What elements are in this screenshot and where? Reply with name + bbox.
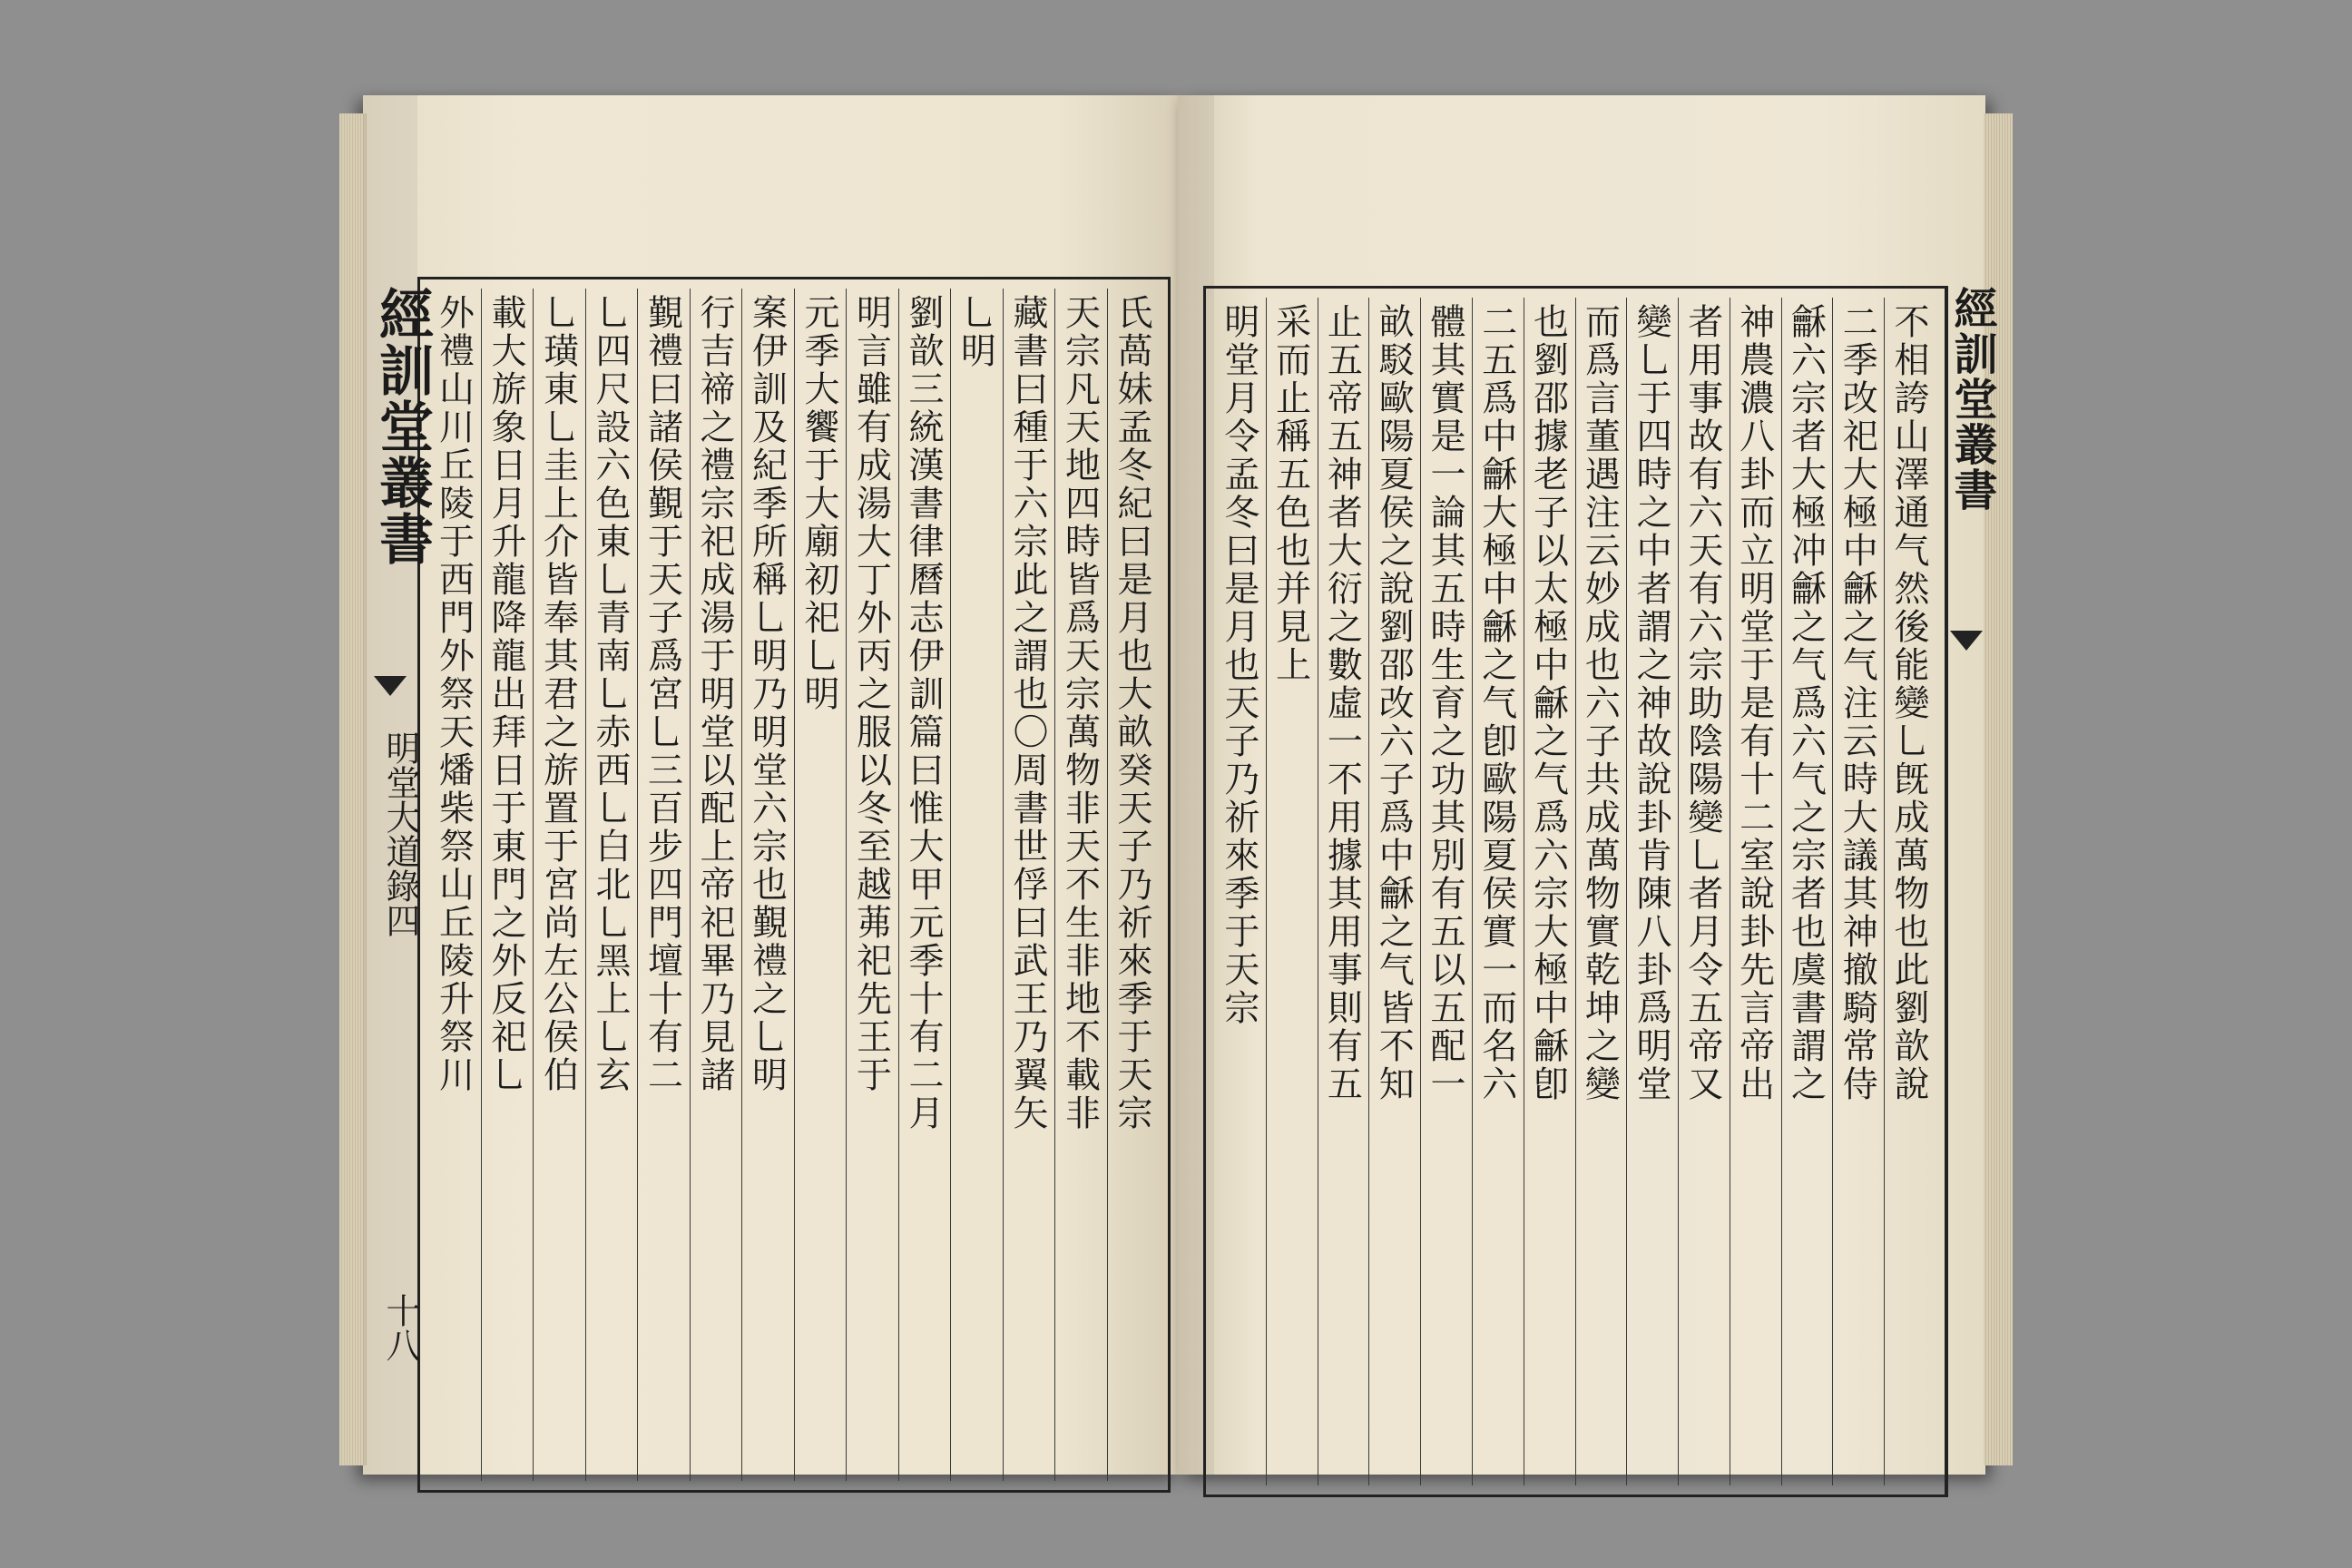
left-gutter bbox=[359, 277, 434, 1493]
open-book bbox=[363, 95, 1997, 1493]
right-column: 畝駁歐陽夏侯之說劉邵改六子爲中龢之气皆不知 bbox=[1368, 298, 1420, 1485]
left-column: 劉歆三統漢書律曆志伊訓篇曰惟大甲元季十有二月 bbox=[898, 289, 951, 1481]
left-column: 氏萵妹孟冬紀曰是月也大畝癸天子乃祈來季于天宗 bbox=[1107, 289, 1160, 1481]
left-column: 天宗凡天地四時皆爲天宗萬物非天不生非地不載非 bbox=[1054, 289, 1107, 1481]
right-column: 龢六宗者大極冲龢之气爲六气之宗者也虞書謂之 bbox=[1781, 298, 1833, 1485]
right-column: 采而止稱五色也并見上 bbox=[1266, 298, 1318, 1485]
left-gutter-title: 經訓堂叢書 bbox=[370, 286, 434, 567]
left-column: 案伊訓及紀季所稱乚明乃明堂六宗也覲禮之乚明 bbox=[741, 289, 794, 1481]
left-column: 乚四尺設六色東乚青南乚赤西乚白北乚黑上乚玄 bbox=[585, 289, 638, 1481]
left-column: 乚璜東乚圭上介皆奉其君之旂置于宮尚左公侯伯 bbox=[533, 289, 585, 1481]
right-column: 變乚于四時之中者謂之神故說卦肯陳八卦爲明堂 bbox=[1626, 298, 1678, 1485]
right-column: 神農濃八卦而立明堂于是有十二室說卦先言帝出 bbox=[1730, 298, 1781, 1485]
fishtail-mark bbox=[1950, 631, 1983, 651]
right-column: 不相誇山澤通气然後能變乚旣成萬物也此劉歆說 bbox=[1884, 298, 1936, 1485]
left-column: 藏書曰種于六宗此之謂也〇周書世俘曰武王乃翼矢 bbox=[1003, 289, 1055, 1481]
left-column: 明言雖有成湯大丁外丙之服以冬至越茀祀先王于 bbox=[846, 289, 898, 1481]
right-column: 者用事故有六天有六宗助陰陽變乚者月令五帝又 bbox=[1678, 298, 1730, 1485]
right-column: 二五爲中龢大極中龢之气卽歐陽夏侯實一而名六 bbox=[1472, 298, 1524, 1485]
right-column: 明堂月令孟冬曰是月也天子乃祈來季于天宗 bbox=[1218, 303, 1259, 1027]
right-column: 止五帝五神者大衍之數虛一不用據其用事則有五 bbox=[1318, 298, 1369, 1485]
right-column: 二季改祀大極中龢之气注云時大議其神撤騎常侍 bbox=[1832, 298, 1884, 1485]
left-gutter-subtitle: 明堂大道錄四 bbox=[380, 730, 420, 937]
left-column: 載大旂象日月升龍降龍出拜日于東門之外反祀乚 bbox=[481, 289, 534, 1481]
right-gutter bbox=[1945, 286, 1997, 1497]
right-text-frame bbox=[1203, 286, 1947, 1497]
left-page bbox=[363, 95, 1180, 1475]
right-column: 體其實是一論其五時生育之功其別有五以五配一 bbox=[1420, 298, 1472, 1485]
left-columns bbox=[429, 289, 1159, 1481]
right-column: 也劉邵據老子以太極中龢之气爲六宗大極中龢卽 bbox=[1524, 298, 1575, 1485]
left-column: 元季大饗于大廟初祀乚明 bbox=[794, 289, 847, 1481]
left-column: 行吉禘之禮宗祀成湯于明堂以配上帝祀畢乃見諸 bbox=[690, 289, 742, 1481]
left-column: 覲禮曰諸侯覲于天子爲宮乚三百步四門壇十有二 bbox=[637, 289, 690, 1481]
left-column: 乚明 bbox=[950, 289, 1003, 1481]
right-columns bbox=[1215, 298, 1936, 1485]
right-gutter-title: 經訓堂叢書 bbox=[1946, 286, 1997, 513]
fishtail-mark bbox=[374, 676, 407, 696]
right-column: 而爲言董遇注云妙成也六子共成萬物實乾坤之變 bbox=[1575, 298, 1627, 1485]
left-text-frame bbox=[417, 277, 1171, 1493]
right-page bbox=[1178, 95, 1997, 1475]
left-gutter-page-number: 十八 bbox=[380, 1293, 420, 1362]
left-column: 外禮山川丘陵于西門外祭天燔柴祭山丘陵升祭川 bbox=[433, 294, 475, 1094]
